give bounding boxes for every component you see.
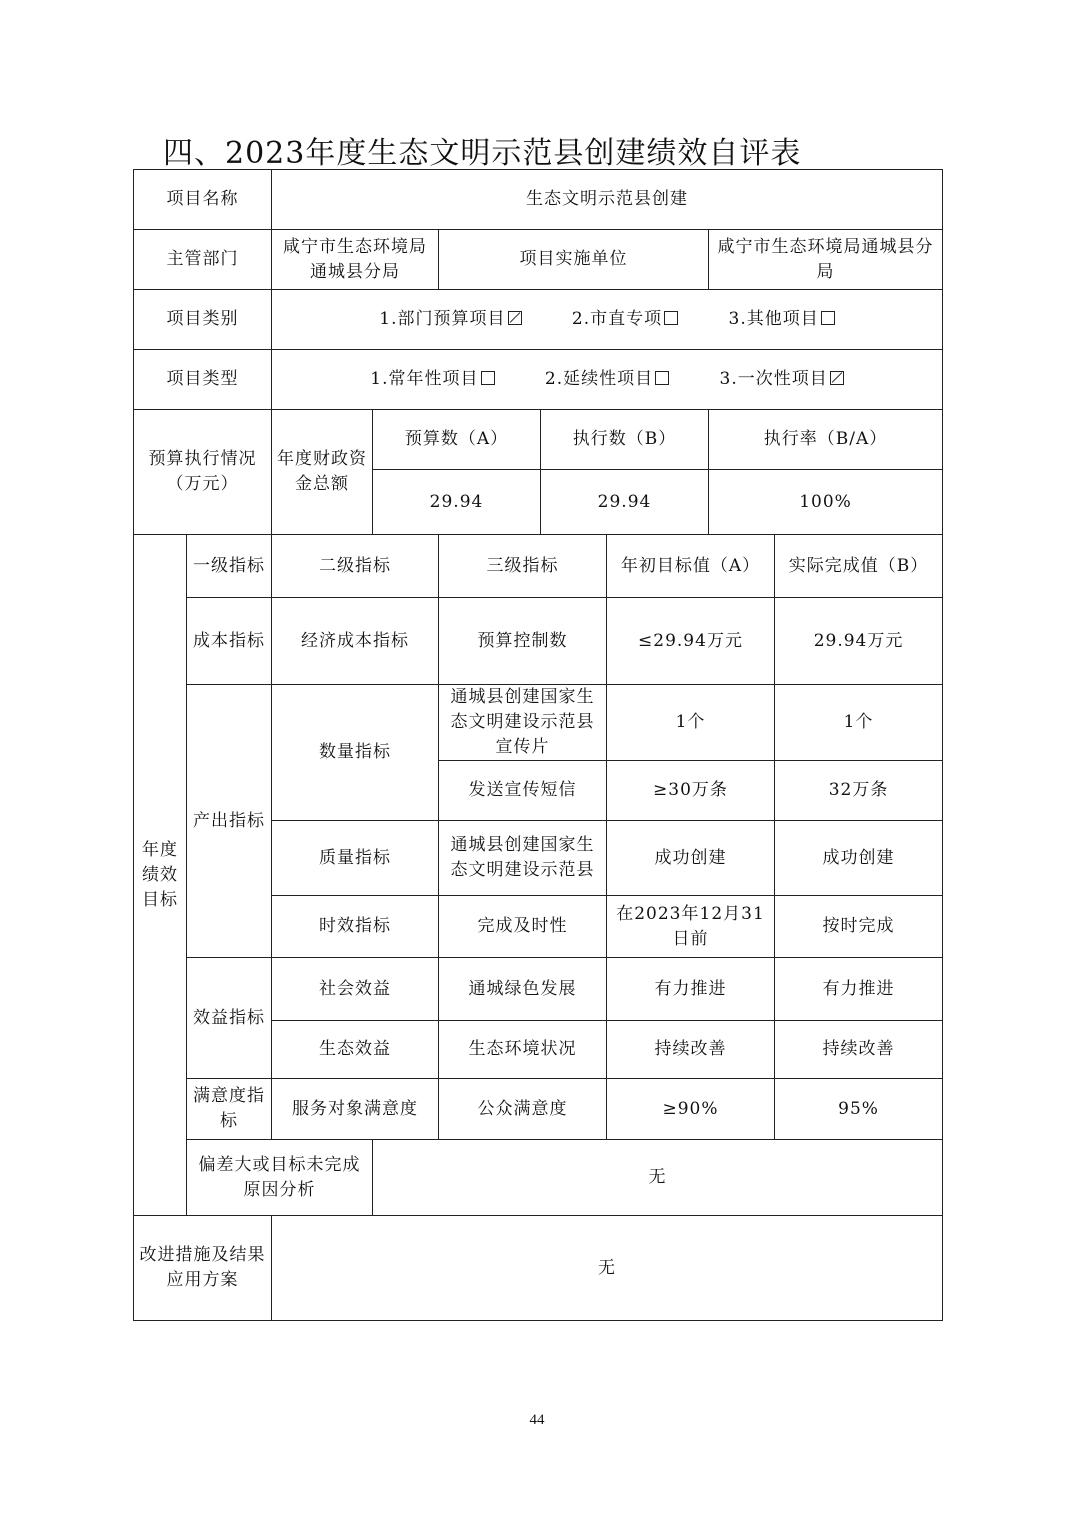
department-value: 咸宁市生态环境局通城县分局 bbox=[272, 230, 439, 290]
checkbox-icon bbox=[655, 371, 669, 385]
budget-value: 29.94 bbox=[373, 470, 541, 535]
level2-cell: 经济成本指标 bbox=[272, 598, 439, 685]
type-option: 1.常年性项目 bbox=[370, 367, 494, 392]
deviation-value: 无 bbox=[373, 1140, 943, 1216]
level1-cell: 产出指标 bbox=[187, 685, 272, 958]
level3-cell: 完成及时性 bbox=[439, 896, 607, 958]
improvement-label: 改进措施及结果应用方案 bbox=[134, 1216, 272, 1321]
checkbox-icon bbox=[664, 311, 678, 325]
type-option: 3.一次性项目 bbox=[720, 367, 844, 392]
actual-cell: 成功创建 bbox=[775, 821, 943, 896]
level1-cell: 效益指标 bbox=[187, 958, 272, 1079]
category-label: 项目类别 bbox=[134, 290, 272, 350]
project-name-value: 生态文明示范县创建 bbox=[272, 170, 943, 230]
performance-table bbox=[133, 169, 943, 1321]
level2-cell: 质量指标 bbox=[272, 821, 439, 896]
level1-cell: 成本指标 bbox=[187, 598, 272, 685]
checked-box-icon bbox=[830, 371, 844, 385]
actual-cell: 按时完成 bbox=[775, 896, 943, 958]
level3-cell: 通城县创建国家生态文明建设示范县宣传片 bbox=[439, 685, 607, 761]
row-department bbox=[134, 230, 943, 290]
row-improvement bbox=[134, 1216, 943, 1321]
row-satisfaction bbox=[134, 1079, 943, 1140]
level2-cell: 服务对象满意度 bbox=[272, 1079, 439, 1140]
annual-fund-label: 年度财政资金总额 bbox=[272, 410, 373, 535]
indicator-header: 一级指标 bbox=[187, 535, 272, 598]
actual-cell: 32万条 bbox=[775, 761, 943, 821]
row-budget-header bbox=[134, 410, 943, 470]
row-category bbox=[134, 290, 943, 350]
improvement-value: 无 bbox=[272, 1216, 943, 1321]
budget-value: 100% bbox=[709, 470, 943, 535]
level3-cell: 通城县创建国家生态文明建设示范县 bbox=[439, 821, 607, 896]
target-cell: ≥30万条 bbox=[607, 761, 775, 821]
level3-cell: 公众满意度 bbox=[439, 1079, 607, 1140]
target-cell: ≥90% bbox=[607, 1079, 775, 1140]
category-options bbox=[272, 290, 943, 350]
actual-cell: 有力推进 bbox=[775, 958, 943, 1021]
annual-goal-label: 年度绩效目标 bbox=[134, 535, 187, 1216]
target-cell: 有力推进 bbox=[607, 958, 775, 1021]
row-type bbox=[134, 350, 943, 410]
budget-header: 执行率（B/A） bbox=[709, 410, 943, 470]
level2-cell: 生态效益 bbox=[272, 1021, 439, 1079]
checked-box-icon bbox=[508, 311, 522, 325]
budget-header: 执行数（B） bbox=[541, 410, 709, 470]
level2-cell: 数量指标 bbox=[272, 685, 439, 821]
row-indicator-header bbox=[134, 535, 943, 598]
budget-label: 预算执行情况（万元） bbox=[134, 410, 272, 535]
checkbox-icon bbox=[821, 311, 835, 325]
level2-cell: 时效指标 bbox=[272, 896, 439, 958]
impl-unit-value: 咸宁市生态环境局通城县分局 bbox=[709, 230, 943, 290]
indicator-header: 三级指标 bbox=[439, 535, 607, 598]
target-cell: 在2023年12月31日前 bbox=[607, 896, 775, 958]
actual-cell: 1个 bbox=[775, 685, 943, 761]
category-option: 2.市直专项 bbox=[572, 307, 678, 332]
deviation-label: 偏差大或目标未完成原因分析 bbox=[187, 1140, 373, 1216]
budget-value: 29.94 bbox=[541, 470, 709, 535]
page-number: 44 bbox=[529, 1412, 545, 1428]
row-deviation bbox=[134, 1140, 943, 1216]
row-project-name bbox=[134, 170, 943, 230]
actual-cell: 持续改善 bbox=[775, 1021, 943, 1079]
type-options bbox=[272, 350, 943, 410]
target-cell: 持续改善 bbox=[607, 1021, 775, 1079]
indicator-header: 实际完成值（B） bbox=[775, 535, 943, 598]
target-cell: 1个 bbox=[607, 685, 775, 761]
target-cell: ≤29.94万元 bbox=[607, 598, 775, 685]
target-cell: 成功创建 bbox=[607, 821, 775, 896]
page-title: 四、2023年度生态文明示范县创建绩效自评表 bbox=[163, 136, 802, 171]
indicator-header: 年初目标值（A） bbox=[607, 535, 775, 598]
category-option: 1.部门预算项目 bbox=[379, 307, 521, 332]
row-quantity-1 bbox=[134, 685, 943, 761]
level3-cell: 预算控制数 bbox=[439, 598, 607, 685]
impl-unit-label: 项目实施单位 bbox=[439, 230, 709, 290]
actual-cell: 95% bbox=[775, 1079, 943, 1140]
project-name-label: 项目名称 bbox=[134, 170, 272, 230]
budget-header: 预算数（A） bbox=[373, 410, 541, 470]
level3-cell: 通城绿色发展 bbox=[439, 958, 607, 1021]
type-label: 项目类型 bbox=[134, 350, 272, 410]
type-option: 2.延续性项目 bbox=[545, 367, 669, 392]
level1-cell: 满意度指标 bbox=[187, 1079, 272, 1140]
row-social bbox=[134, 958, 943, 1021]
row-cost bbox=[134, 598, 943, 685]
level2-cell: 社会效益 bbox=[272, 958, 439, 1021]
checkbox-icon bbox=[481, 371, 495, 385]
indicator-header: 二级指标 bbox=[272, 535, 439, 598]
actual-cell: 29.94万元 bbox=[775, 598, 943, 685]
category-option: 3.其他项目 bbox=[729, 307, 835, 332]
department-label: 主管部门 bbox=[134, 230, 272, 290]
level3-cell: 发送宣传短信 bbox=[439, 761, 607, 821]
level3-cell: 生态环境状况 bbox=[439, 1021, 607, 1079]
